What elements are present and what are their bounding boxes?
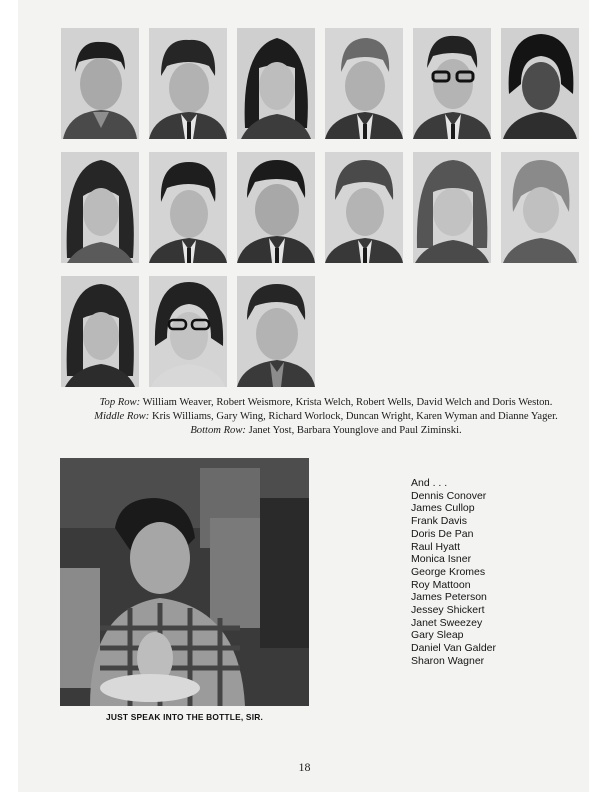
list-item: Frank Davis xyxy=(411,515,468,528)
list-item: James Cullop xyxy=(411,502,475,515)
portrait-richard-worlock xyxy=(237,152,315,263)
portrait-robert-wells xyxy=(325,28,403,139)
list-item: Dennis Conover xyxy=(411,489,487,502)
list-item: Janet Sweezey xyxy=(411,616,483,629)
portrait-janet-yost xyxy=(61,276,139,387)
list-item: James Peterson xyxy=(411,591,487,604)
list-item: Daniel Van Galder xyxy=(411,642,497,655)
photo-caption: JUST SPEAK INTO THE BOTTLE, SIR. xyxy=(105,712,263,722)
and-list-heading: And . . . xyxy=(411,477,448,489)
portrait-captions xyxy=(58,396,594,438)
list-item: Doris De Pan xyxy=(411,527,474,540)
list-item: Raul Hyatt xyxy=(411,540,461,553)
bottom-row-caption: Bottom Row: Janet Yost, Barbara Younglove and Paul Ziminski. xyxy=(190,425,462,436)
portrait-dianne-yager xyxy=(501,152,579,263)
list-item: Sharon Wagner xyxy=(411,654,485,667)
additional-names xyxy=(411,477,561,668)
portrait-gary-wing xyxy=(149,152,227,263)
middle-row-caption: Middle Row: Kris Williams, Gary Wing, Richard Worlock, Duncan Wright, Karen Wyman and Dianne Yager. xyxy=(94,411,558,422)
list-item: George Kromes xyxy=(411,565,486,578)
top-row-caption: Top Row: William Weaver, Robert Weismore, Krista Welch, Robert Wells, David Welch and Doris Weston. xyxy=(99,397,553,408)
portrait-karen-wyman xyxy=(413,152,491,263)
portrait-william-weaver xyxy=(61,28,139,139)
portrait-doris-weston xyxy=(501,28,579,139)
list-item: Roy Mattoon xyxy=(411,578,471,591)
list-item: Monica Isner xyxy=(411,553,472,566)
portrait-kris-williams xyxy=(61,152,139,263)
portrait-robert-weismore xyxy=(149,28,227,139)
portrait-paul-ziminski xyxy=(237,276,315,387)
portrait-krista-welch xyxy=(237,28,315,139)
list-item: Jessey Shickert xyxy=(411,604,485,617)
portrait-barbara-younglove xyxy=(149,276,227,387)
list-item: Gary Sleap xyxy=(411,629,464,642)
scan-margin-left xyxy=(0,0,18,792)
page-number: 18 xyxy=(298,760,311,774)
portrait-david-welch xyxy=(413,28,491,139)
portrait-duncan-wright xyxy=(325,152,403,263)
candid-photo xyxy=(60,458,309,706)
